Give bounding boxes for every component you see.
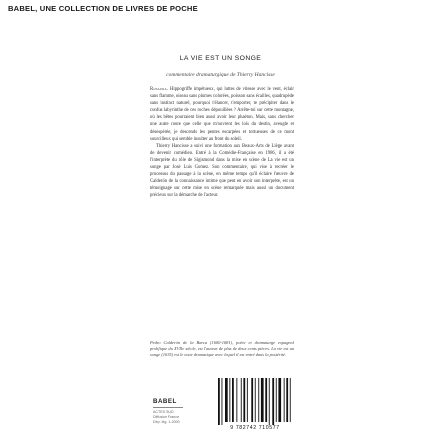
commentary-paragraph: Thierry Hancisse a suivi une formation aux Beaux-Arts de Liège avant de devenir comédien. Entré à la Comédie-Française en 1986, il a été l'interprète du rôle de Sigismond dans la mise en scène de La vie est un songe par José Luis Gomez. Son commentaire, qui vise à recréer le processus du passage à la scène, en même temps qu'il éclaire l'œuvre de Calderón de la connaissance intime que peut en avoir son interprète, est un témoignage sur cette mise en scène remarquée mais aussi un document précieux sur la démarche de l'acteur. [150,143,294,199]
barcode-bar [286,378,288,422]
barcode-bar [258,378,259,422]
isbn-number: 9 782742 710577 [230,425,280,431]
publisher-line-3: Dép. lég. 1-2000 [153,420,180,424]
barcode-bar [222,378,223,425]
author-bio: Pedro Calderón de la Barca (1600-1681), poète et dramaturge espagnol prolifique du XVIIe siècle, est l'auteur de plus de deux cents pièces. La vie est un songe (1635) est le texte dramatique avec lequel il est entré dans la postérité. [150,340,294,357]
barcode-bar [247,378,248,422]
series-title: BABEL, UNE COLLECTION DE LIVRES DE POCHE [8,4,198,13]
barcode-bar [269,378,270,425]
excerpt-paragraph [150,86,294,143]
publisher-line-1: ACTES SUD [153,410,174,414]
barcode-bar [284,378,285,422]
barcode-bar [229,378,230,422]
publisher-line-2: Diffusion France [153,415,180,419]
back-cover-text [150,86,294,200]
barcode-bar [232,378,234,422]
barcode-bar [251,378,253,422]
logo-divider [153,407,183,408]
isbn-barcode [214,378,296,426]
barcode-bar [261,378,264,422]
speaker-name: Rosaura. [150,87,169,92]
barcode-bar [243,378,245,422]
book-subtitle: commentaire dramaturgique de Thierry Hancisse [166,72,275,78]
barcode-bar [218,378,220,425]
barcode-icon [214,378,296,426]
barcode-bar [236,378,237,422]
barcode-bar [272,378,274,425]
excerpt-text: Hippogriffe impétueux, qui luttes de vitesse avec le vent, éclair sans flamme, oiseau sans plumes colorées, poisson sans écailles, quadrupède sans instinct naturel, pourquoi t'élancer, t'emporter, te précipiter dans le confus labyrinthe de ces roches dépouillées ? Arrête-toi sur cette montagne, où les bêtes pourraient bien aussi avoir leur phaéton. Mais, sans chercher une autre route que celle que m'ouvrent les lois du destin, aveugle et désespérée, je descends les pentes escarpées et tortueuses de ce mont sourcilleux qui semble insulter au front du soleil. [150,87,294,142]
barcode-bar [290,378,291,422]
barcode-bar [265,378,267,422]
barcode-bar [255,378,256,422]
barcode-bar [225,378,228,422]
publisher-logo: BABEL [153,398,177,405]
barcode-bar [278,378,281,422]
barcode-bar [276,378,277,422]
barcode-bar [241,378,242,422]
book-title: LA VIE EST UN SONGE [179,55,262,62]
